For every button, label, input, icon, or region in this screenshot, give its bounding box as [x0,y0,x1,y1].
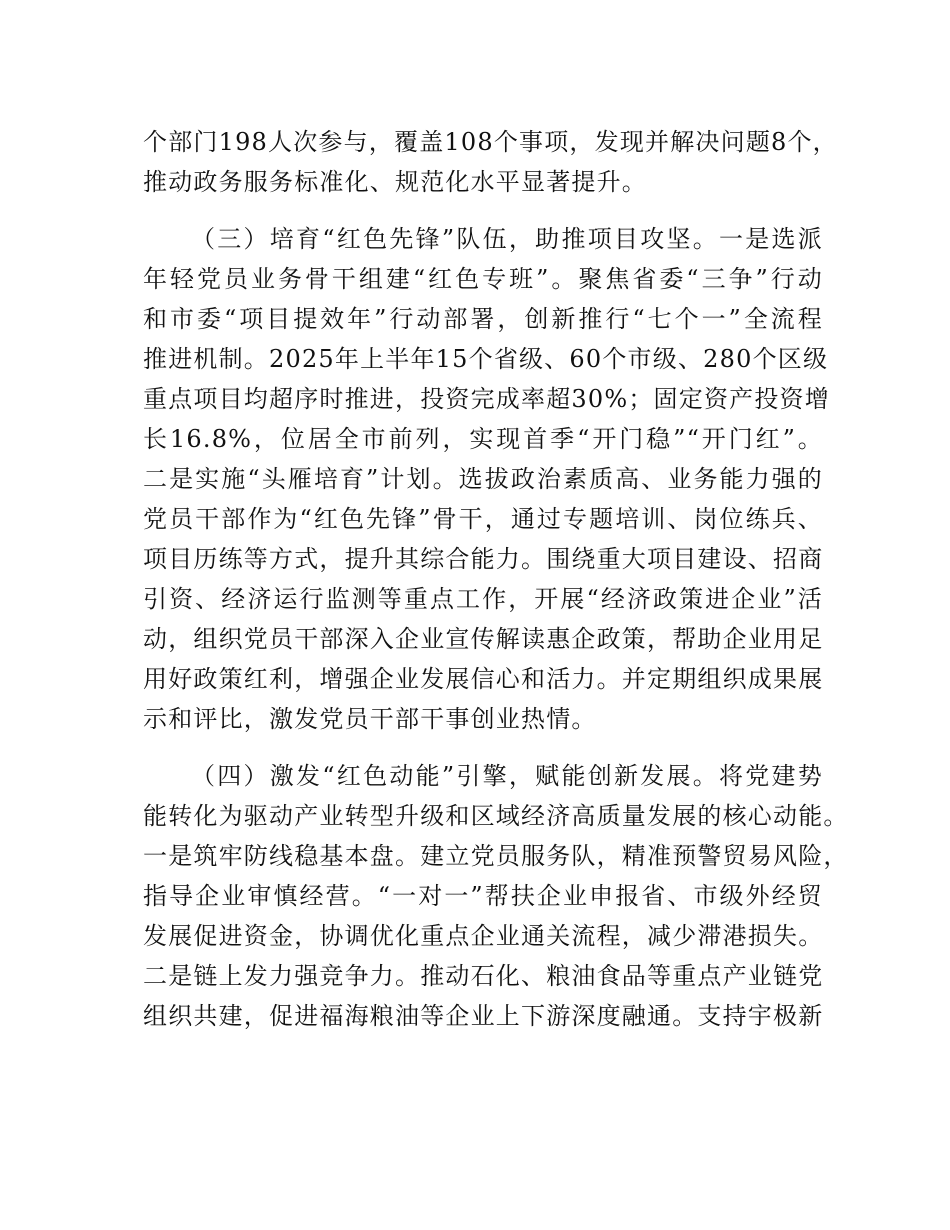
text-line: 项目历练等方式，提升其综合能力。围绕重大项目建设、招商 [143,545,824,573]
paragraph-heading-line: （四）激发“红色动能”引擎，赋能创新发展。将党建势 [191,762,823,790]
text-line: 组织共建，促进福海粮油等企业上下游深度融通。支持宇极新 [143,1002,824,1030]
text-line: 个部门198人次参与，覆盖108个事项，发现并解决问题8个， [143,128,838,156]
text-line: 一是筑牢防线稳基本盘。建立党员服务队，精准预警贸易风险， [143,842,849,870]
paragraph-heading-line: （三）培育“红色先锋”队伍，助推项目攻坚。一是选派 [191,225,823,253]
text-line: 二是实施“头雁培育”计划。选拔政治素质高、业务能力强的 [143,465,823,493]
text-line: 年轻党员业务骨干组建“红色专班”。聚焦省委“三争”行动 [143,265,823,293]
text-line: 发展促进资金，协调优化重点企业通关流程，减少滞港损失。 [143,922,824,950]
text-line: 能转化为驱动产业转型升级和区域经济高质量发展的核心动能。 [143,802,849,830]
text-line: 用好政策红利，增强企业发展信心和活力。并定期组织成果展 [143,665,824,693]
text-line: 引资、经济运行监测等重点工作，开展“经济政策进企业”活 [143,585,823,613]
text-line: 党员干部作为“红色先锋”骨干，通过专题培训、岗位练兵、 [143,505,823,533]
text-line: 示和评比，激发党员干部干事创业热情。 [143,705,597,733]
text-line: 动，组织党员干部深入企业宣传解读惠企政策，帮助企业用足 [143,625,824,653]
text-line: 重点项目均超序时推进，投资完成率超30%；固定资产投资增 [143,385,830,413]
text-line: 指导企业审慎经营。“一对一”帮扶企业申报省、市级外经贸 [143,882,823,910]
text-line: 二是链上发力强竞争力。推动石化、粮油食品等重点产业链党 [143,962,824,990]
text-line: 推进机制。2025年上半年15个省级、60个市级、280个区级 [143,345,829,373]
text-line: 推动政务服务标准化、规范化水平显著提升。 [143,168,647,196]
text-line: 长16.8%，位居全市前列，实现首季“开门稳”“开门红”。 [143,425,823,453]
text-line: 和市委“项目提效年”行动部署，创新推行“七个一”全流程 [143,305,823,333]
